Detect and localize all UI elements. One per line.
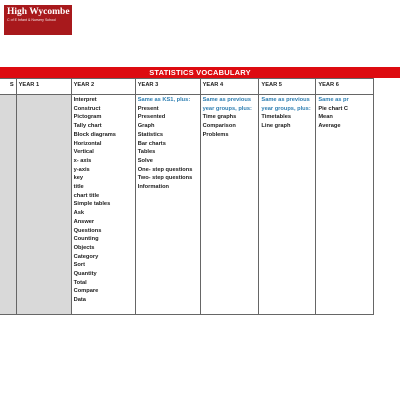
header-cell: YEAR 2 xyxy=(71,79,135,95)
vocab-term: Compare xyxy=(73,288,99,295)
vocab-term: Problems xyxy=(202,131,229,138)
vocab-term: Interpret xyxy=(73,97,97,103)
school-logo xyxy=(4,5,72,35)
vocab-term: Questions xyxy=(73,227,102,234)
vocab-term: Statistics xyxy=(137,131,164,138)
vocab-term: Present xyxy=(137,105,159,112)
vocab-term: Pictogram xyxy=(73,114,102,121)
vocab-term: Time graphs xyxy=(202,114,237,121)
header-cell: YEAR 3 xyxy=(135,79,200,95)
vocab-term: Answer xyxy=(73,218,95,225)
vocabulary-table xyxy=(0,78,374,315)
vocab-cell xyxy=(0,95,16,315)
vocab-cell xyxy=(71,95,135,315)
vocab-term: Line graph xyxy=(261,123,291,130)
intro-text: Same as previous year groups, plus: xyxy=(261,97,311,112)
vocab-term: key xyxy=(73,175,84,182)
vocab-term: title xyxy=(73,184,84,191)
vocab-term: Ask xyxy=(73,210,85,217)
sheet-title: STATISTICS VOCABULARY xyxy=(0,67,400,78)
vocab-term: Sort xyxy=(73,262,85,269)
vocabulary-sheet xyxy=(0,67,400,304)
header-cell: YEAR 5 xyxy=(259,79,316,95)
vocab-term: Total xyxy=(73,279,87,286)
vocab-term: Mean xyxy=(318,114,333,121)
vocab-term: Information xyxy=(137,184,170,191)
vocab-term: Simple tables xyxy=(73,201,111,208)
content-row xyxy=(0,95,374,315)
logo-subtitle: C of E Infant & Nursery School xyxy=(7,18,56,22)
intro-text: Same as KS1, plus: xyxy=(137,97,191,103)
vocab-term: Horizontal xyxy=(73,140,102,147)
header-row xyxy=(0,79,374,95)
vocab-term: Construct xyxy=(73,105,101,112)
vocab-term: Tally chart xyxy=(73,123,102,130)
vocab-term: Graph xyxy=(137,123,155,130)
vocab-term: Category xyxy=(73,253,99,260)
vocab-term: Two- step questions xyxy=(137,175,193,182)
vocab-term: Block diagrams xyxy=(73,131,116,138)
vocab-term: Average xyxy=(318,123,341,130)
vocab-term: chart title xyxy=(73,192,100,199)
header-cell: YEAR 6 xyxy=(316,79,374,95)
logo-name: High Wycombe xyxy=(7,7,70,17)
vocab-cell xyxy=(200,95,259,315)
vocab-term: Quantity xyxy=(73,271,97,278)
vocab-term: Vertical xyxy=(73,149,94,156)
vocab-term: y-axis xyxy=(73,166,90,173)
vocab-term: Tables xyxy=(137,149,156,156)
vocab-term: x- axis xyxy=(73,157,92,164)
vocab-cell xyxy=(259,95,316,315)
vocab-term: Counting xyxy=(73,236,99,243)
intro-text: Same as pr xyxy=(318,97,349,103)
vocab-term: Data xyxy=(73,297,86,304)
intro-text: Same as previous year groups, plus: xyxy=(202,97,252,112)
vocab-term: Comparison xyxy=(202,123,236,130)
header-cell: S xyxy=(0,79,16,95)
vocab-term: Timetables xyxy=(261,114,292,121)
header-cell: YEAR 4 xyxy=(200,79,259,95)
header-cell: YEAR 1 xyxy=(16,79,71,95)
vocab-term: One- step questions xyxy=(137,166,193,173)
vocab-term: Pie chart C xyxy=(318,105,349,112)
vocab-cell xyxy=(16,95,71,315)
vocab-term: Objects xyxy=(73,244,95,251)
vocab-term: Bar charts xyxy=(137,140,166,147)
vocab-term: Solve xyxy=(137,157,153,164)
vocab-cell xyxy=(316,95,374,315)
vocab-term: Presented xyxy=(137,114,166,121)
vocab-cell xyxy=(135,95,200,315)
